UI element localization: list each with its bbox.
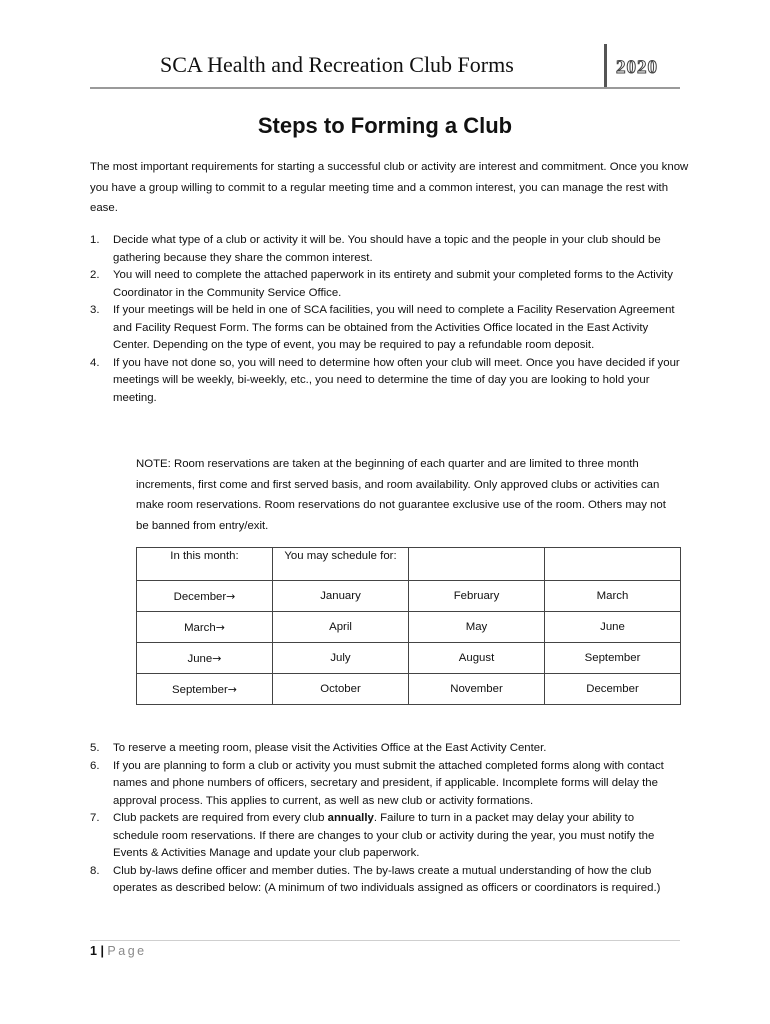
month-label: March xyxy=(184,621,216,634)
list-item xyxy=(90,740,682,758)
step-text: . Failure to turn in a packet may delay your ability to schedule room reservations. If there are changes to your club or activity during the year, you must notify the Events & Activities Manage and update your club paperwork. xyxy=(113,812,655,859)
document-title: Steps to Forming a Club xyxy=(257,113,513,138)
table-header-cell xyxy=(545,548,681,581)
reservation-note: NOTE: Room reservations are taken at the beginning of each quarter and are limited to three month increments, first come and first served basis, and room availability. Only approved clubs or activities can make room reservations. Room reservations do not guarantee exclusive use of the room. Others may not be banned from entry/exit. xyxy=(136,458,666,532)
step-text: Club by-laws define officer and member duties. The by-laws create a mutual understanding of how the club operates as described below: (A minimum of two individuals assigned as officers or coordinators is required.) xyxy=(113,864,661,894)
step-number: 1. xyxy=(90,234,100,246)
table-cell: May xyxy=(409,612,545,643)
header-rule xyxy=(90,87,680,89)
table-row xyxy=(137,581,681,612)
table-cell: September xyxy=(545,643,681,674)
table-cell: August xyxy=(409,643,545,674)
arrow-right-icon: → xyxy=(215,620,225,634)
step-number: 2. xyxy=(90,269,100,281)
list-item xyxy=(90,232,682,267)
page-footer xyxy=(90,944,147,958)
step-text: You will need to complete the attached paperwork in its entirety and submit your completed forms to the Activity Coordinator in the Community Service Office. xyxy=(113,269,673,299)
page-header xyxy=(90,42,680,89)
table-cell: December xyxy=(545,674,681,705)
step-text: If your meetings will be held in one of SCA facilities, you will need to complete a Facility Reservation Agreement and Facility Request Form. The forms can be obtained from the Activities Office located in the East Activity Center. Depending on the type of event, you may be required to pay a refundable room deposit. xyxy=(113,304,675,351)
step-text: To reserve a meeting room, please visit the Activities Office at the East Activity Center. xyxy=(113,742,547,754)
header-title: SCA Health and Recreation Club Forms xyxy=(160,52,514,77)
step-number: 7. xyxy=(90,812,100,824)
step-number: 5. xyxy=(90,742,100,754)
step-text: If you have not done so, you will need to determine how often your club will meet. Once you have decided if your meetings will be weekly, bi-weekly, etc., you need to determine the time of day you are looking to hold your meeting. xyxy=(113,356,680,404)
table-cell-month xyxy=(137,581,273,612)
month-label: September xyxy=(172,683,228,696)
header-year: 2020 xyxy=(616,57,658,78)
month-label: December xyxy=(173,590,227,603)
step-emphasis: annually xyxy=(327,812,374,824)
table-cell: June xyxy=(545,612,681,643)
list-item xyxy=(90,810,682,863)
step-number: 3. xyxy=(90,304,100,316)
steps-list-part-2 xyxy=(90,740,682,898)
steps-list-part-1 xyxy=(90,232,682,407)
header-divider xyxy=(604,44,607,88)
table-cell: April xyxy=(273,612,409,643)
footer-rule xyxy=(90,940,680,941)
step-text: Club packets are required from every club xyxy=(113,812,328,824)
table-cell: October xyxy=(273,674,409,705)
footer-separator: | xyxy=(100,944,104,958)
table-cell: March xyxy=(545,581,681,612)
table-header-cell: You may schedule for: xyxy=(273,548,409,581)
arrow-right-icon: → xyxy=(226,589,236,603)
table-cell-month xyxy=(137,612,273,643)
step-text: Decide what type of a club or activity it will be. You should have a topic and the people in your club should be gathering because they share the common interest. xyxy=(113,234,661,264)
table-header-cell xyxy=(409,548,545,581)
intro-paragraph: The most important requirements for starting a successful club or activity are interest and commitment. Once you know you have a group willing to commit to a regular meeting time and a common interest, you can manage the rest with ease. xyxy=(90,161,689,214)
schedule-table xyxy=(136,547,681,705)
list-item xyxy=(90,355,682,408)
page-number: 1 xyxy=(90,944,97,958)
list-item xyxy=(90,758,682,811)
page-label: Page xyxy=(107,944,147,958)
table-row xyxy=(137,674,681,705)
step-text: If you are planning to form a club or activity you must submit the attached completed forms along with contact names and phone numbers of officers, secretary and president, if applicable. Incomplete forms will delay the approval process. This applies to current, as well as new club or activity formations. xyxy=(113,759,664,807)
table-header-row xyxy=(137,548,681,581)
step-number: 4. xyxy=(90,356,100,369)
list-item xyxy=(90,267,682,302)
table-cell-month xyxy=(137,643,273,674)
step-number: 6. xyxy=(90,759,100,772)
month-label: June xyxy=(187,652,213,665)
arrow-right-icon: → xyxy=(212,651,222,665)
table-cell: January xyxy=(273,581,409,612)
arrow-right-icon: → xyxy=(227,682,237,696)
list-item xyxy=(90,863,682,898)
table-header-cell: In this month: xyxy=(137,548,273,581)
table-row xyxy=(137,612,681,643)
table-cell-month xyxy=(137,674,273,705)
list-item xyxy=(90,302,682,355)
table-cell: July xyxy=(273,643,409,674)
table-cell: November xyxy=(409,674,545,705)
table-row xyxy=(137,643,681,674)
table-cell: February xyxy=(409,581,545,612)
step-number: 8. xyxy=(90,864,100,877)
